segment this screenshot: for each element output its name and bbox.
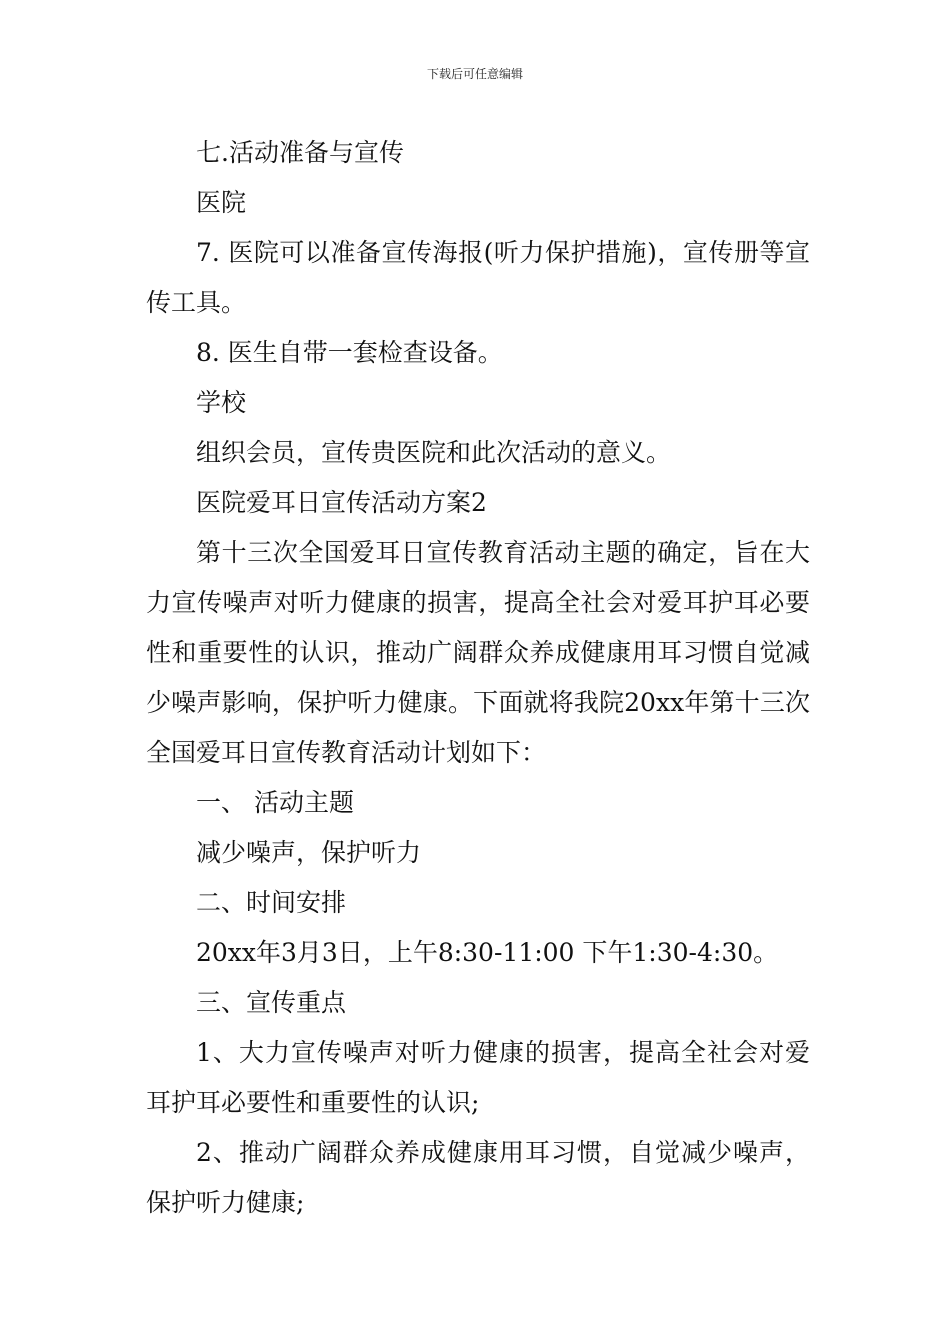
section-heading-schedule: 二、时间安排: [196, 888, 347, 917]
section-heading-focus: 三、宣传重点: [196, 988, 347, 1017]
paragraph-focus-2: 2、推动广阔群众养成健康用耳习惯，自觉减少噪声，保护听力健康;: [146, 1138, 810, 1217]
subheading-school: 学校: [196, 388, 247, 417]
section-heading-theme: 一、 活动主题: [196, 788, 354, 817]
plan-title: 医院爱耳日宣传活动方案2: [196, 488, 487, 517]
paragraph-intro: 第十三次全国爱耳日宣传教育活动主题的确定，旨在大力宣传噪声对听力健康的损害，提高全社会对爱耳护耳必要性和重要性的认识，推动广阔群众养成健康用耳习惯自觉减少噪声影响，保护听力健康。下面就将我院20xx年第十三次全国爱耳日宣传教育活动计划如下：: [146, 538, 810, 767]
paragraph-schedule: 20xx年3月3日，上午8:30-11:00 下午1:30-4:30。: [196, 938, 779, 967]
paragraph-item-8: 8. 医生自带一套检查设备。: [196, 338, 503, 367]
paragraph-theme: 减少噪声，保护听力: [196, 838, 422, 867]
document-body: [146, 128, 810, 1228]
paragraph-school: 组织会员，宣传贵医院和此次活动的意义。: [196, 438, 672, 467]
subheading-hospital: 医院: [196, 188, 247, 217]
paragraph-item-7: 7. 医院可以准备宣传海报(听力保护措施)，宣传册等宣传工具。: [146, 238, 810, 317]
page-header-note: 下载后可任意编辑: [426, 67, 523, 81]
paragraph-focus-1: 1、大力宣传噪声对听力健康的损害，提高全社会对爱耳护耳必要性和重要性的认识;: [146, 1038, 810, 1117]
section-heading-preparation: 七.活动准备与宣传: [196, 138, 404, 167]
